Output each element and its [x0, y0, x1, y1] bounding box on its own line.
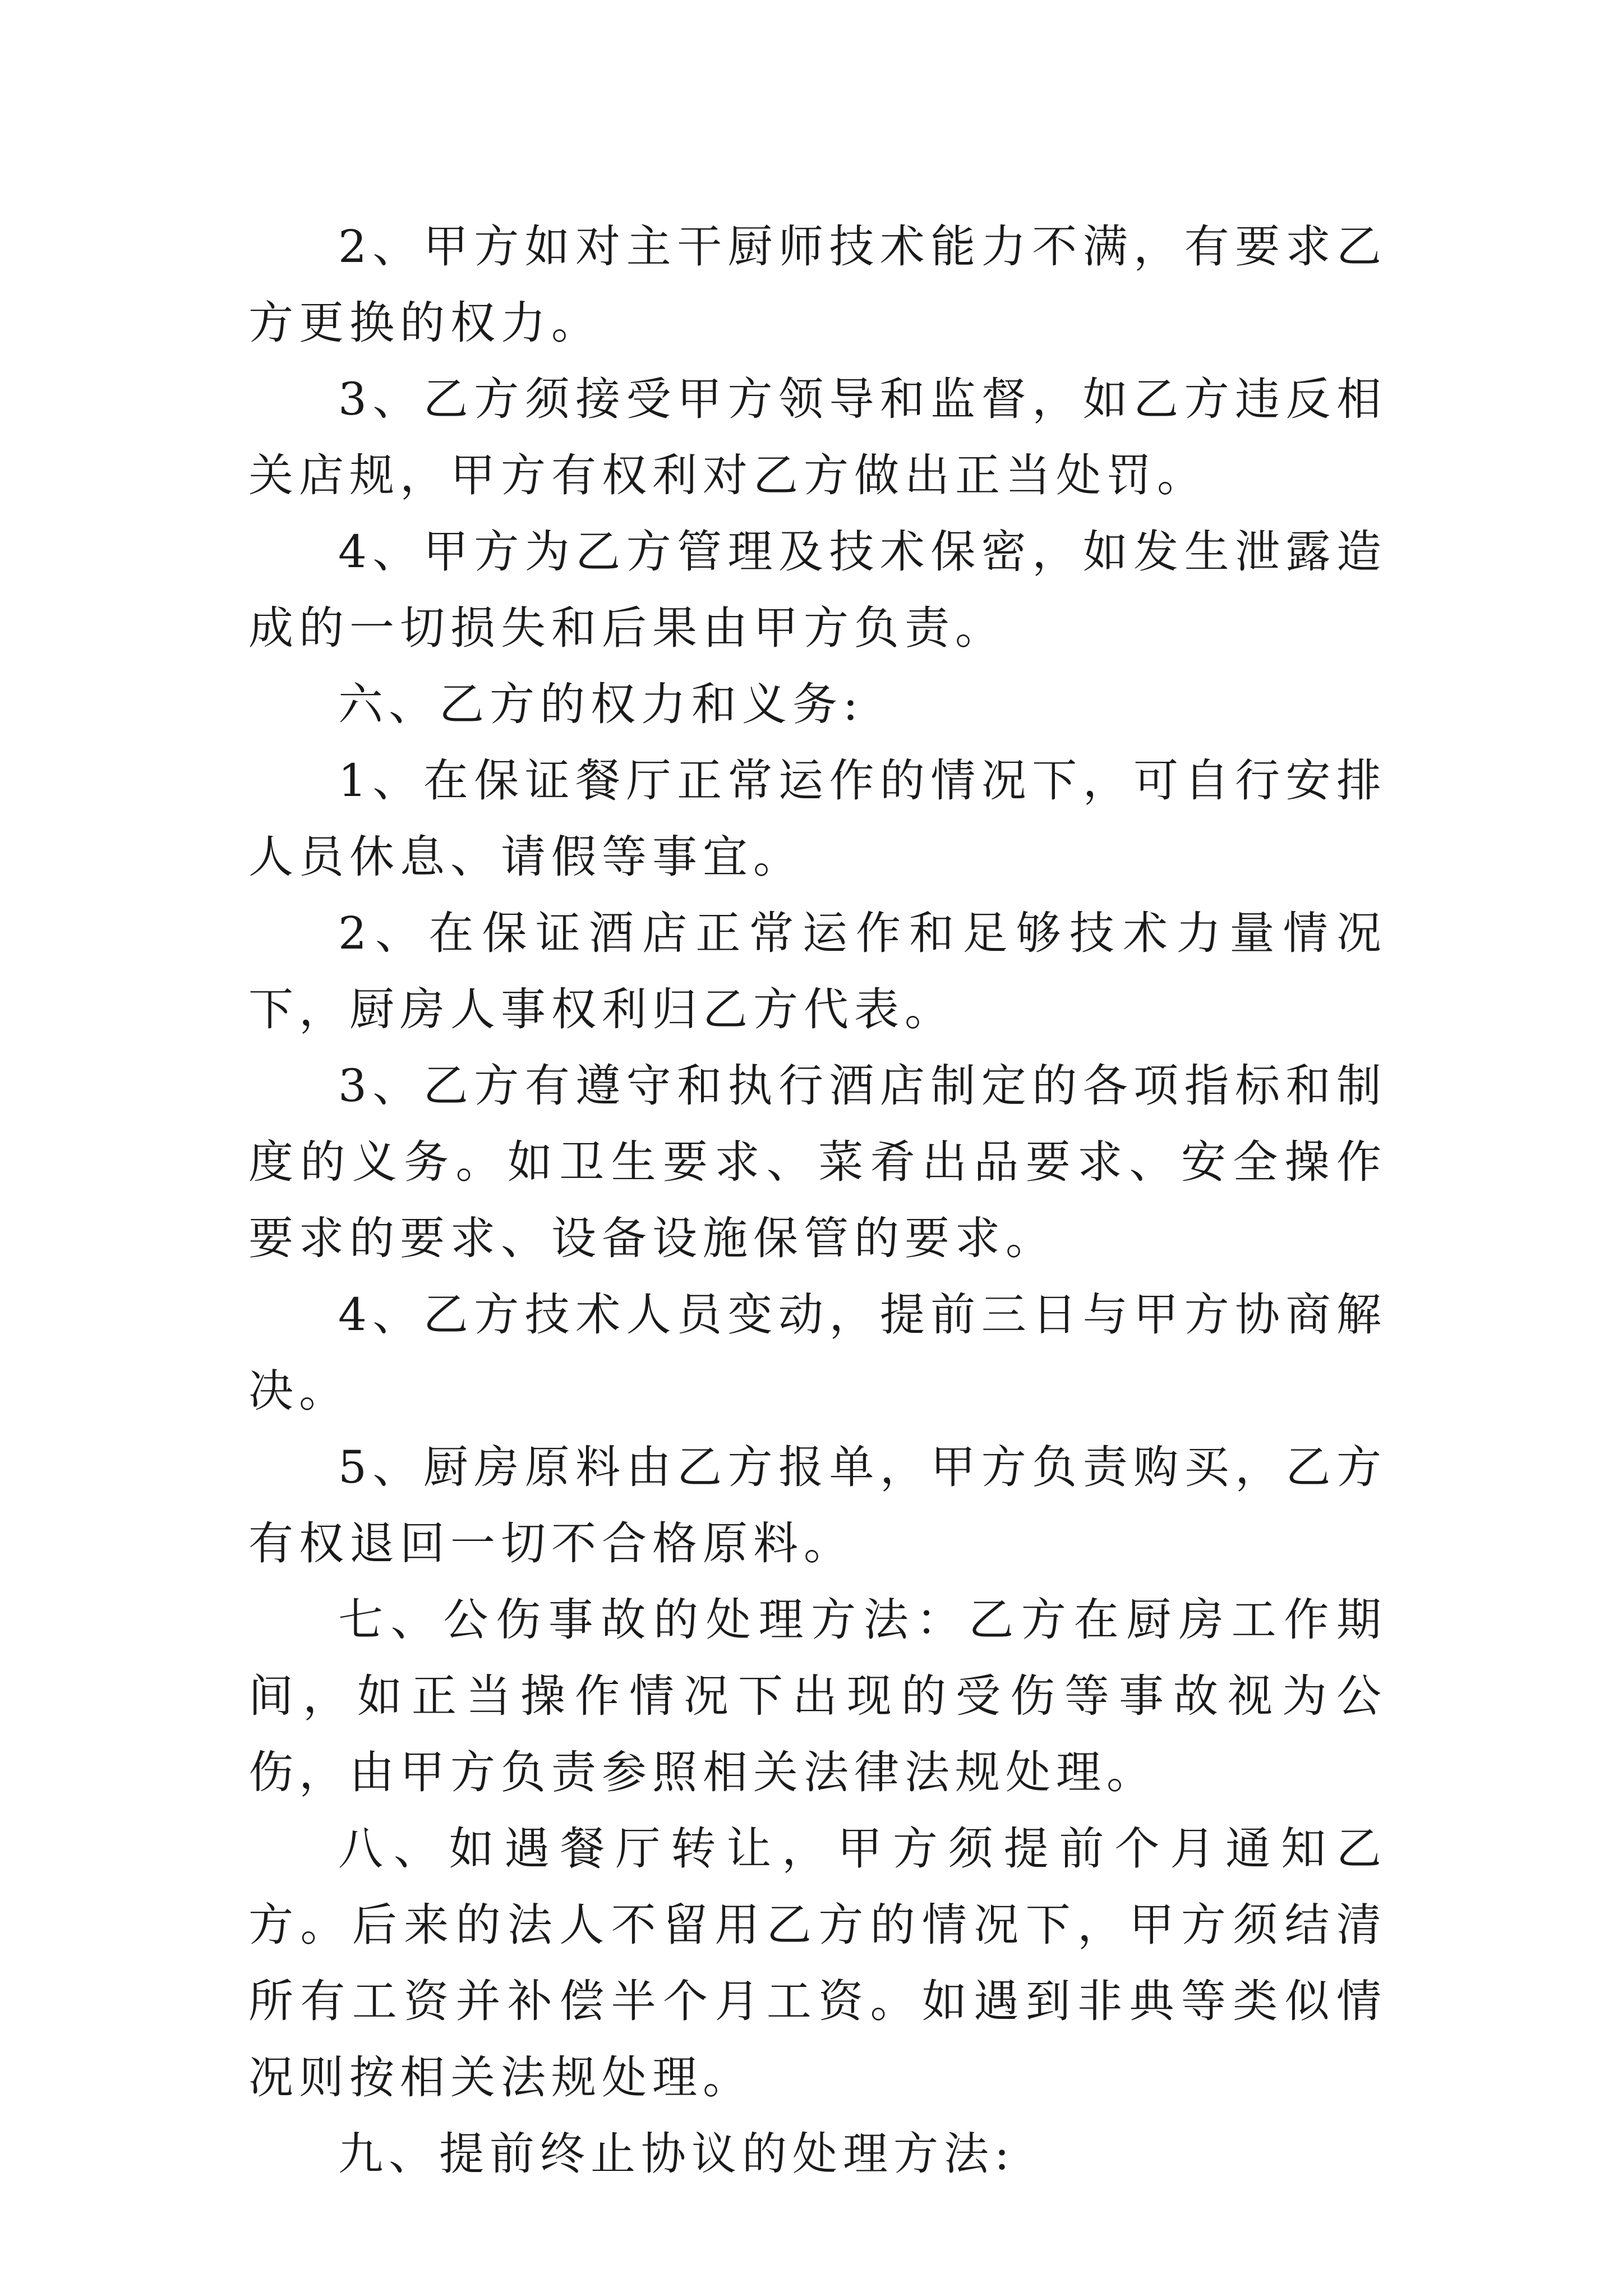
paragraph-9: 5、厨房原料由乙方报单，甲方负责购买，乙方有权退回一切不合格原料。 [248, 1441, 1387, 1570]
paragraph-2: 3、乙方须接受甲方领导和监督，如乙方违反相关店规，甲方有权利对乙方做出正当处罚。 [248, 373, 1387, 501]
paragraph-5: 1、在保证餐厅正常运作的情况下，可自行安排人员休息、请假等事宜。 [248, 754, 1387, 883]
paragraph-4: 六、乙方的权力和义务: [338, 678, 864, 730]
paragraph-3: 4、甲方为乙方管理及技术保密，如发生泄露造成的一切损失和后果由甲方负责。 [248, 526, 1387, 654]
paragraph-8: 4、乙方技术人员变动，提前三日与甲方协商解决。 [248, 1289, 1387, 1417]
paragraph-7: 3、乙方有遵守和执行酒店制定的各项指标和制度的义务。如卫生要求、菜肴出品要求、安全操作要求的要求、设备设施保管的要求。 [248, 1060, 1387, 1264]
paragraph-12: 九、提前终止协议的处理方法: [338, 2128, 1015, 2180]
document-body [248, 209, 1387, 2192]
paragraph-10: 七、公伤事故的处理方法：乙方在厨房工作期间，如正当操作情况下出现的受伤等事故视为公伤，由甲方负责参照相关法律法规处理。 [248, 1594, 1387, 1798]
paragraph-1: 2、甲方如对主干厨师技术能力不满，有要求乙方更换的权力。 [248, 220, 1387, 349]
paragraph-11: 八、如遇餐厅转让，甲方须提前个月通知乙方。后来的法人不留用乙方的情况下，甲方须结清所有工资并补偿半个月工资。如遇到非典等类似情况则按相关法规处理。 [248, 1823, 1387, 2104]
paragraph-6: 2、在保证酒店正常运作和足够技术力量情况下，厨房人事权利归乙方代表。 [248, 907, 1387, 1036]
